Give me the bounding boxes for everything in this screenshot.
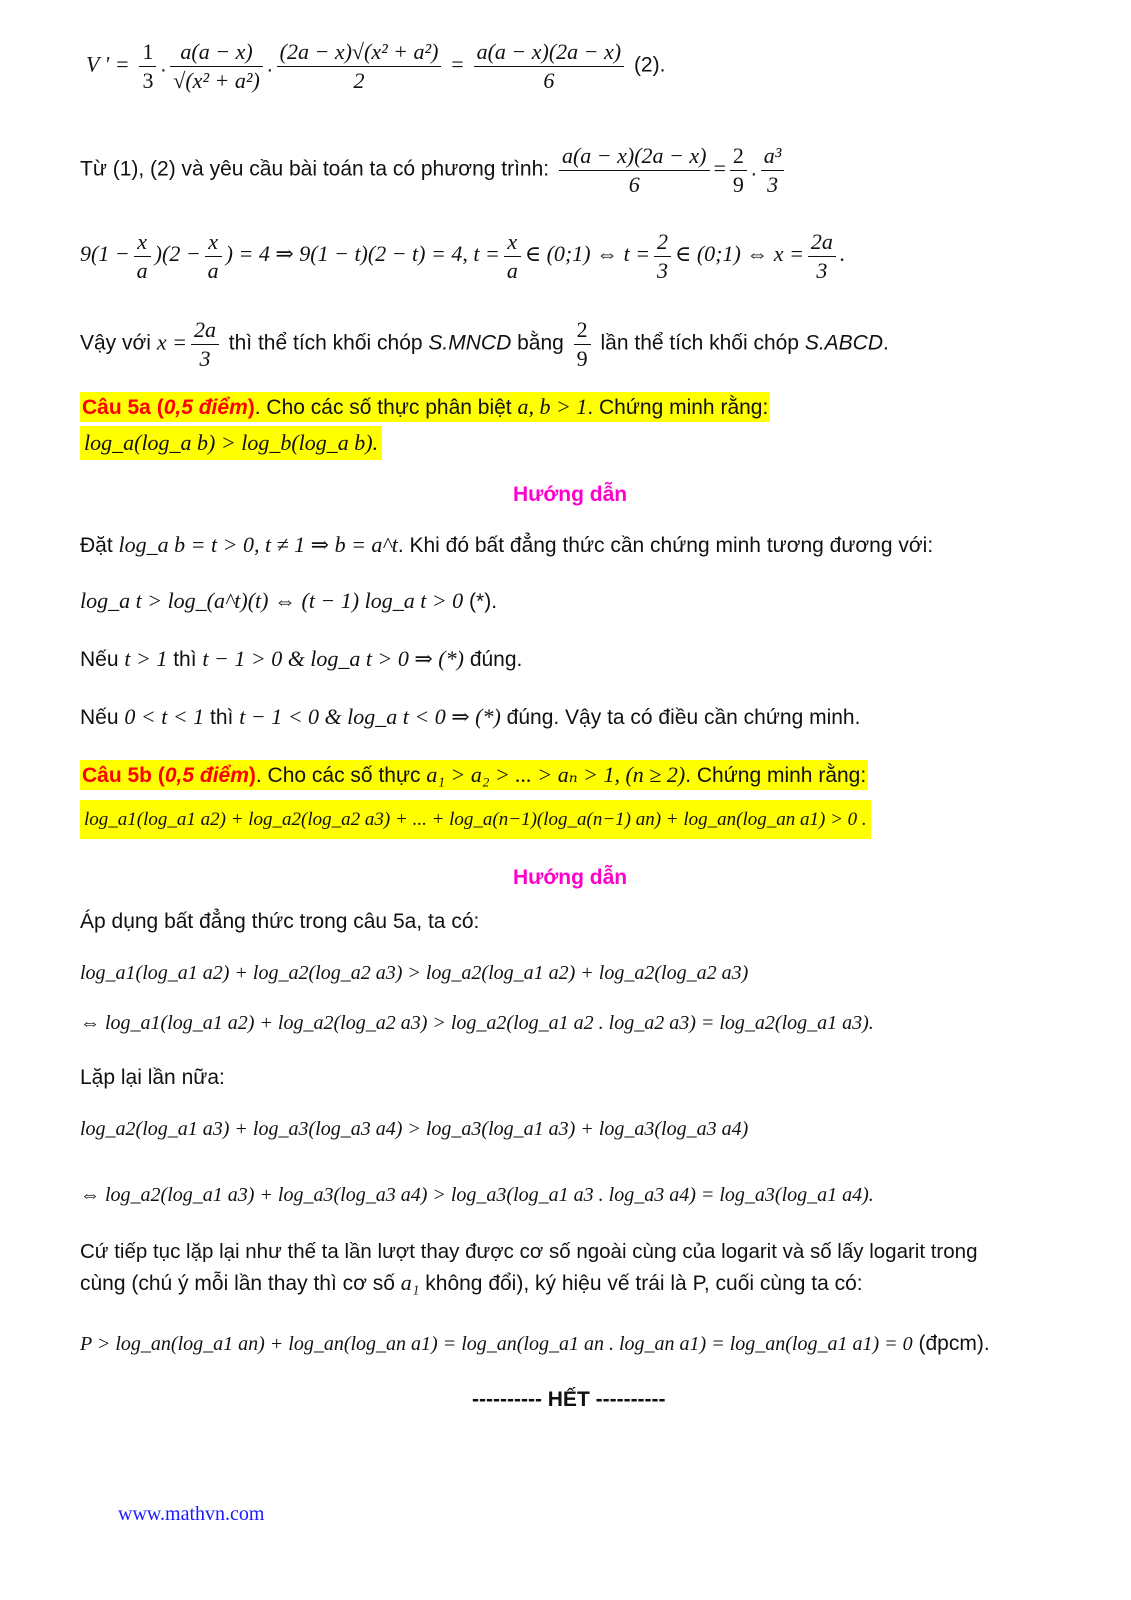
case-t-less-1: Nếu 0 < t < 1 thì t − 1 < 0 & log_a t < 0 ⇒ (*) đúng. Vậy ta có điều cần chứng minh.: [80, 704, 861, 729]
question-5a-heading: Câu 5a (0,5 điểm). Cho các số thực phân biệt a, b > 1. Chứng minh rằng:: [80, 392, 770, 422]
solve-equation-line: 9(1 − $\frac{x}{a}$ )(2 − $\frac{x}{a}$ ) = 4 ⇒ 9(1 − t)(2 − t) = 4, t = $\frac{x}{a}$ ∈ (0;1) ⇔ t = $\frac{2}{3}$ ∈ (0;1) ⇔ x = $\frac{2a}{3}$ .: [80, 229, 846, 283]
fraction: $\frac{2}{9}$: [730, 142, 747, 198]
step-2-inequality: ⇔ log_a1(log_a1 a2) + log_a2(log_a2 a3) > log_a2(log_a1 a2 . log_a2 a3) = log_a2(log_a1 a3).: [80, 1012, 874, 1034]
fraction: $\frac{1}{3}$: [139, 38, 156, 94]
paragraph-text: cùng (chú ý mỗi lần thay thì cơ số a₁ không đổi), ký hiệu vế trái là P, cuối cùng ta có:: [80, 1270, 863, 1295]
question-5b-inequality: log_a1(log_a1 a2) + log_a2(log_a2 a3) + ... + log_a(n−1)(log_a(n−1) an) + log_an(log_an a1) > 0 .: [80, 800, 871, 839]
paragraph-text: Lặp lại lần nữa:: [80, 1066, 225, 1089]
fraction: $\frac{a(a - x)(2a - x)}{6}$: [474, 38, 625, 94]
equation-tag: (2).: [633, 53, 666, 77]
fraction: $\frac{2a}{3}$: [808, 228, 836, 284]
substitution-line: Đặt log_a b = t > 0, t ≠ 1 ⇒ b = a^t. Khi đó bất đẳng thức cần chứng minh tương đương với:: [80, 532, 934, 557]
fraction: $\frac{\text{a³}}{3}$: [761, 142, 785, 198]
footer-website-link[interactable]: www.mathvn.com: [118, 1503, 265, 1525]
guide-heading: Hướng dẫn: [513, 866, 628, 889]
equivalent-inequality: log_a t > log_(a^t)(t) ⇔ (t − 1) log_a t > 0 (*).: [80, 588, 498, 613]
fraction: $\frac{x}{a}$: [504, 228, 521, 284]
v-derivative-formula: V ' = $\frac{1}{3}$ . $\frac{a(a - x)}{\text{√(x² + a²)}}$ . $\frac{\text{(2a − x)√(x² + a²)}}{2}$ = $\frac{a(a - x)(2a - x)}{6}$ (2).: [86, 39, 666, 93]
fraction: $\frac{a(a - x)}{\text{√(x² + a²)}}$: [170, 38, 263, 94]
conclusion-line: Vậy với x = $\frac{2a}{3}$ thì thể tích khối chóp S.MNCD bằng $\frac{2}{9}$ lần thể tích khối chóp S.ABCD.: [80, 317, 889, 371]
step-1-inequality: log_a1(log_a1 a2) + log_a2(log_a2 a3) > log_a2(log_a1 a2) + log_a2(log_a2 a3): [80, 962, 749, 984]
step-4-inequality: ⇔ log_a2(log_a1 a3) + log_a3(log_a3 a4) > log_a3(log_a1 a3 . log_a3 a4) = log_a3(log_a1 a4).: [80, 1184, 874, 1206]
step-3-inequality: log_a2(log_a1 a3) + log_a3(log_a3 a4) > log_a3(log_a1 a3) + log_a3(log_a3 a4): [80, 1118, 749, 1140]
fraction: $\frac{a(a - x)(2a - x)}{6}$: [559, 142, 710, 198]
guide-heading: Hướng dẫn: [513, 483, 628, 506]
paragraph-text: Áp dụng bất đẳng thức trong câu 5a, ta có:: [80, 910, 480, 933]
fraction: $\frac{2a}{3}$: [191, 316, 219, 372]
paragraph-text: Cứ tiếp tục lặp lại như thế ta lần lượt thay được cơ số ngoài cùng của logarit và số lấy logarit trong: [80, 1240, 978, 1263]
v-lhs: V ' =: [86, 51, 130, 77]
question-5b-heading: Câu 5b (0,5 điểm). Cho các số thực a₁ > a₂ > ... > aₙ > 1, (n ≥ 2). Chứng minh rằng:: [80, 760, 868, 790]
case-t-greater-1: Nếu t > 1 thì t − 1 > 0 & log_a t > 0 ⇒ (*) đúng.: [80, 646, 523, 671]
equation-setup-line: Từ (1), (2) và yêu cầu bài toán ta có phương trình: $\frac{a(a - x)(2a - x)}{6}$ = $\frac{2}{9}$ . $\frac{\text{a³}}{3}$: [80, 142, 788, 198]
paragraph-text: Từ (1), (2) và yêu cầu bài toán ta có phương trình:: [80, 157, 550, 181]
fraction: $\frac{\text{(2a − x)√(x² + a²)}}{2}$: [277, 38, 442, 94]
fraction: $\frac{x}{a}$: [134, 228, 151, 284]
fraction: $\frac{x}{a}$: [205, 228, 222, 284]
final-result: P > log_an(log_a1 an) + log_an(log_an a1) = log_an(log_a1 an . log_an a1) = log_an(log_a1 a1) = 0 (đpcm).: [80, 1332, 990, 1355]
fraction: $\frac{2}{3}$: [654, 228, 671, 284]
end-marker: ---------- HẾT ----------: [472, 1388, 666, 1411]
fraction: $\frac{2}{9}$: [574, 316, 591, 372]
question-5a-inequality: log_a(log_a b) > log_b(log_a b).: [80, 426, 382, 460]
